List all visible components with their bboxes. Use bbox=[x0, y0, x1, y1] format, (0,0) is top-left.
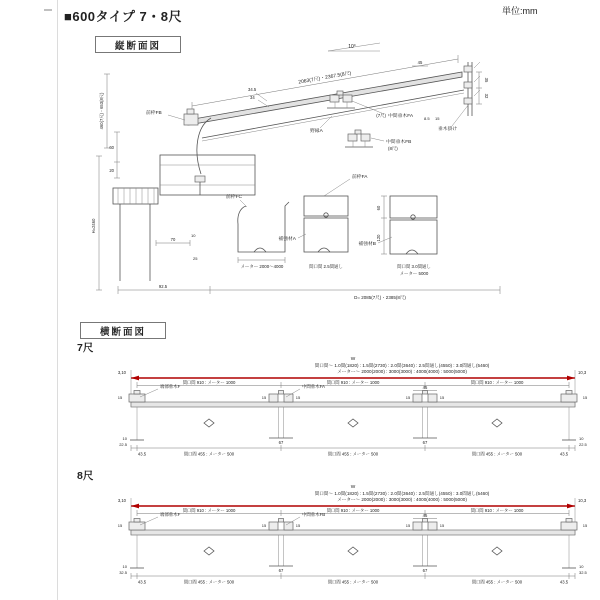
w-label: W bbox=[350, 485, 356, 490]
dim-34-5: 34.5 bbox=[248, 87, 257, 92]
dim-10: 10 bbox=[122, 436, 127, 441]
dim-43-5: 43.5 bbox=[559, 579, 569, 585]
profile-stiffener-b bbox=[381, 196, 437, 254]
front-frame-unit bbox=[184, 109, 198, 125]
mid-rafter-fa-leader bbox=[352, 101, 384, 114]
intermediate-rafter bbox=[269, 519, 293, 567]
front-edge-dims bbox=[248, 87, 269, 107]
left-offset: 3,10 bbox=[117, 498, 126, 503]
dim-34: 34 bbox=[250, 95, 255, 100]
nobuchi-a-leader bbox=[320, 116, 332, 128]
meter-5000-label: メーター 5000 bbox=[399, 271, 429, 276]
dim-depth: D= 2085(7尺)・2385(8尺) bbox=[354, 295, 406, 300]
dim-10: 10 bbox=[579, 436, 584, 441]
cross-section-8shaku-drawing bbox=[112, 482, 592, 594]
edge-rafter-leader bbox=[140, 389, 158, 397]
module-dimension-row bbox=[137, 507, 569, 516]
bottom-module-label: 間口間 455 : メーター 500 bbox=[471, 579, 523, 585]
page-title: ■600タイプ 7・8尺 bbox=[64, 9, 182, 24]
dim-15: 15 bbox=[582, 523, 588, 528]
module-label: 間口間 910 : メーター 1000 bbox=[326, 507, 380, 513]
dim-92-5: 92.5 bbox=[158, 284, 168, 289]
front-frame-fc-label: 前枠FC bbox=[226, 195, 242, 200]
bay-2-5-label: 間口間 2.5間通し bbox=[309, 264, 343, 269]
bottom-module-label: 間口間 455 : メーター 500 bbox=[327, 579, 379, 585]
stiffener-b-label: 補強材B bbox=[358, 242, 376, 247]
bottom-module-label: 間口間 455 : メーター 500 bbox=[471, 451, 523, 457]
bay-3-0-label: 間口間 3.0間通し bbox=[397, 264, 431, 269]
dim-43-5: 43.5 bbox=[559, 451, 569, 457]
edge-rafter bbox=[561, 391, 577, 441]
rafter-top-dims bbox=[118, 513, 588, 528]
scan-artifact bbox=[44, 9, 52, 11]
profile-stiffener-a bbox=[304, 196, 348, 252]
left-offset: 3,10 bbox=[117, 370, 126, 375]
module-label: 間口間 910 : メーター 1000 bbox=[182, 379, 236, 385]
dim-10: 10 bbox=[191, 233, 196, 238]
mid-rafter-fb-detail bbox=[345, 130, 373, 147]
angle-dim: 10° bbox=[348, 44, 356, 50]
dim-15: 15 bbox=[261, 395, 267, 400]
stiffener-a-label: 補強材A bbox=[278, 237, 296, 242]
dim-120-profile: 120 bbox=[376, 234, 381, 242]
dim-45: 45 bbox=[417, 60, 423, 65]
dim-15: 15 bbox=[435, 116, 440, 121]
mid-rafter-fa-note: (7尺) bbox=[376, 113, 386, 118]
dim-15: 15 bbox=[405, 395, 411, 400]
roof-angle-callout bbox=[328, 43, 380, 51]
dim-45: 45 bbox=[422, 513, 428, 518]
dim-15: 15 bbox=[117, 523, 123, 528]
hanger-leader bbox=[452, 104, 469, 126]
right-offset: 10,3 bbox=[578, 498, 587, 503]
dim-height-variable: 460(7尺)・653(8尺) bbox=[99, 92, 104, 130]
extension-lines bbox=[131, 498, 575, 535]
dim-offset: 32.5 bbox=[579, 570, 587, 575]
dim-43-5: 43.5 bbox=[137, 579, 147, 585]
span-line1: 間口間〜 1.0間(1820) : 1.5間(2730) : 2.0間(3640) : 2.5間通し(4550) : 3.0間通し(5460) bbox=[314, 363, 490, 368]
bottom-module-label: 間口間 455 : メーター 500 bbox=[183, 451, 235, 457]
hanger-diamonds bbox=[204, 419, 502, 427]
meter-range-label: メーター 2000〜4000 bbox=[240, 264, 284, 269]
page-edge-line bbox=[57, 0, 58, 600]
dim-15: 15 bbox=[439, 395, 445, 400]
dim-10: 10 bbox=[579, 564, 584, 569]
slope-length-dim: 2063(7尺)・2367.5(8尺) bbox=[297, 70, 352, 86]
bottom-module-label: 間口間 455 : メーター 500 bbox=[327, 451, 379, 457]
front-frame-fc-leader bbox=[240, 200, 247, 207]
mid-rafter-fb-leader bbox=[371, 138, 384, 141]
span-line1: 間口間〜 1.0間(1820) : 1.5間(2730) : 2.0間(3640) : 2.5間通し(4550) : 3.0間通し(5460) bbox=[314, 491, 490, 496]
dim-15: 15 bbox=[582, 395, 588, 400]
wall-bracket bbox=[464, 62, 480, 116]
nobuchi-a-label: 野縁A bbox=[310, 129, 323, 134]
w-label: W bbox=[350, 357, 356, 362]
bottom-module-label: 間口間 455 : メーター 500 bbox=[183, 579, 235, 585]
edge-rafter bbox=[129, 519, 145, 569]
front-frame-fa-leader bbox=[324, 179, 350, 196]
right-side-dims bbox=[412, 60, 489, 121]
dim-35: 35 bbox=[484, 77, 489, 83]
intermediate-rafter bbox=[413, 519, 437, 567]
dim-offset: 32.5 bbox=[119, 570, 127, 575]
edge-rafter-label: 端部垂木F bbox=[160, 384, 181, 389]
bottom-dimension-row bbox=[119, 564, 587, 586]
dim-32: 32 bbox=[484, 93, 489, 99]
profile-front-fc bbox=[238, 202, 289, 263]
dim-43-5: 43.5 bbox=[137, 451, 147, 457]
size-8shaku-label: 8尺 bbox=[77, 470, 94, 482]
dim-15: 15 bbox=[439, 523, 445, 528]
span-line2: メーター〜 2000(2000) : 3000(3000) : 4000(4000) : 5000(5000) bbox=[337, 369, 467, 374]
dim-offset: 22.5 bbox=[119, 442, 127, 447]
front-frame-fa-label: 前枠FA bbox=[352, 175, 368, 180]
dim-15: 15 bbox=[261, 523, 267, 528]
edge-rafter-label: 端部垂木F bbox=[160, 512, 181, 517]
dim-post-height: H=2460 bbox=[91, 218, 96, 234]
edge-rafter-leader bbox=[140, 517, 158, 525]
hanger-label: 垂木掛け bbox=[438, 127, 458, 132]
roof-panel bbox=[131, 402, 575, 407]
dim-15: 15 bbox=[295, 395, 301, 400]
mid-rafter-fb-note: (8尺) bbox=[388, 146, 398, 151]
vertical-section-label-text: 縦断面図 bbox=[114, 40, 161, 52]
front-frame-fb-label: 前枠FB bbox=[146, 111, 162, 116]
span-line2: メーター〜 2000(2000) : 3000(3000) : 4000(4000) : 5000(5000) bbox=[337, 497, 467, 502]
dim-10: 10 bbox=[122, 564, 127, 569]
post-dims bbox=[156, 233, 198, 261]
intermediate-rafter bbox=[413, 391, 437, 439]
dim-67: 67 bbox=[422, 568, 428, 573]
edge-rafter bbox=[129, 391, 145, 441]
module-label: 間口間 910 : メーター 1000 bbox=[326, 379, 380, 385]
size-7shaku-label: 7尺 bbox=[77, 342, 94, 354]
dim-20: 20 bbox=[109, 168, 114, 173]
rafter-top-dims bbox=[118, 385, 588, 400]
dim-67: 67 bbox=[278, 568, 284, 573]
module-dimension-row bbox=[137, 379, 569, 388]
dim-8-5: 8.5 bbox=[424, 116, 430, 121]
bottom-dimension-row bbox=[119, 436, 587, 458]
dim-70: 70 bbox=[170, 237, 176, 242]
dim-45: 45 bbox=[422, 385, 428, 390]
front-frame-fb-leader bbox=[168, 115, 185, 120]
roof-panel bbox=[131, 530, 575, 535]
bottom-dims bbox=[118, 284, 500, 301]
extension-lines bbox=[131, 370, 575, 407]
mid-rafter-label: 中間垂木FA bbox=[302, 384, 325, 389]
module-label: 間口間 910 : メーター 1000 bbox=[182, 507, 236, 513]
right-offset: 10,3 bbox=[578, 370, 587, 375]
dim-offset: 22.5 bbox=[579, 442, 587, 447]
cross-section-label-text: 横断面図 bbox=[99, 326, 146, 338]
unit-note: 単位:mm bbox=[502, 6, 538, 16]
dim-67: 67 bbox=[278, 440, 284, 445]
module-label: 間口間 910 : メーター 1000 bbox=[470, 507, 524, 513]
vertical-section-drawing bbox=[90, 38, 510, 313]
intermediate-rafter bbox=[269, 391, 293, 439]
hanger-diamonds bbox=[204, 547, 502, 555]
edge-rafter bbox=[561, 519, 577, 569]
dim-15: 15 bbox=[405, 523, 411, 528]
dim-60: 60 bbox=[109, 145, 114, 150]
left-dims bbox=[91, 74, 120, 290]
stiffener-a-leader bbox=[298, 234, 306, 238]
dim-67: 67 bbox=[422, 440, 428, 445]
cross-section-7shaku-drawing bbox=[112, 354, 592, 466]
mid-rafter-fb-label: 中間垂木FB bbox=[386, 140, 412, 145]
dim-15: 15 bbox=[295, 523, 301, 528]
mid-rafter-label: 中間垂木FB bbox=[302, 512, 326, 517]
dim-60-profile: 60 bbox=[376, 205, 381, 211]
dim-25: 25 bbox=[193, 256, 198, 261]
mid-rafter-fa-label: 中間垂木FA bbox=[388, 114, 414, 119]
module-label: 間口間 910 : メーター 1000 bbox=[470, 379, 524, 385]
cross-section-label bbox=[80, 322, 166, 339]
dim-15: 15 bbox=[117, 395, 123, 400]
